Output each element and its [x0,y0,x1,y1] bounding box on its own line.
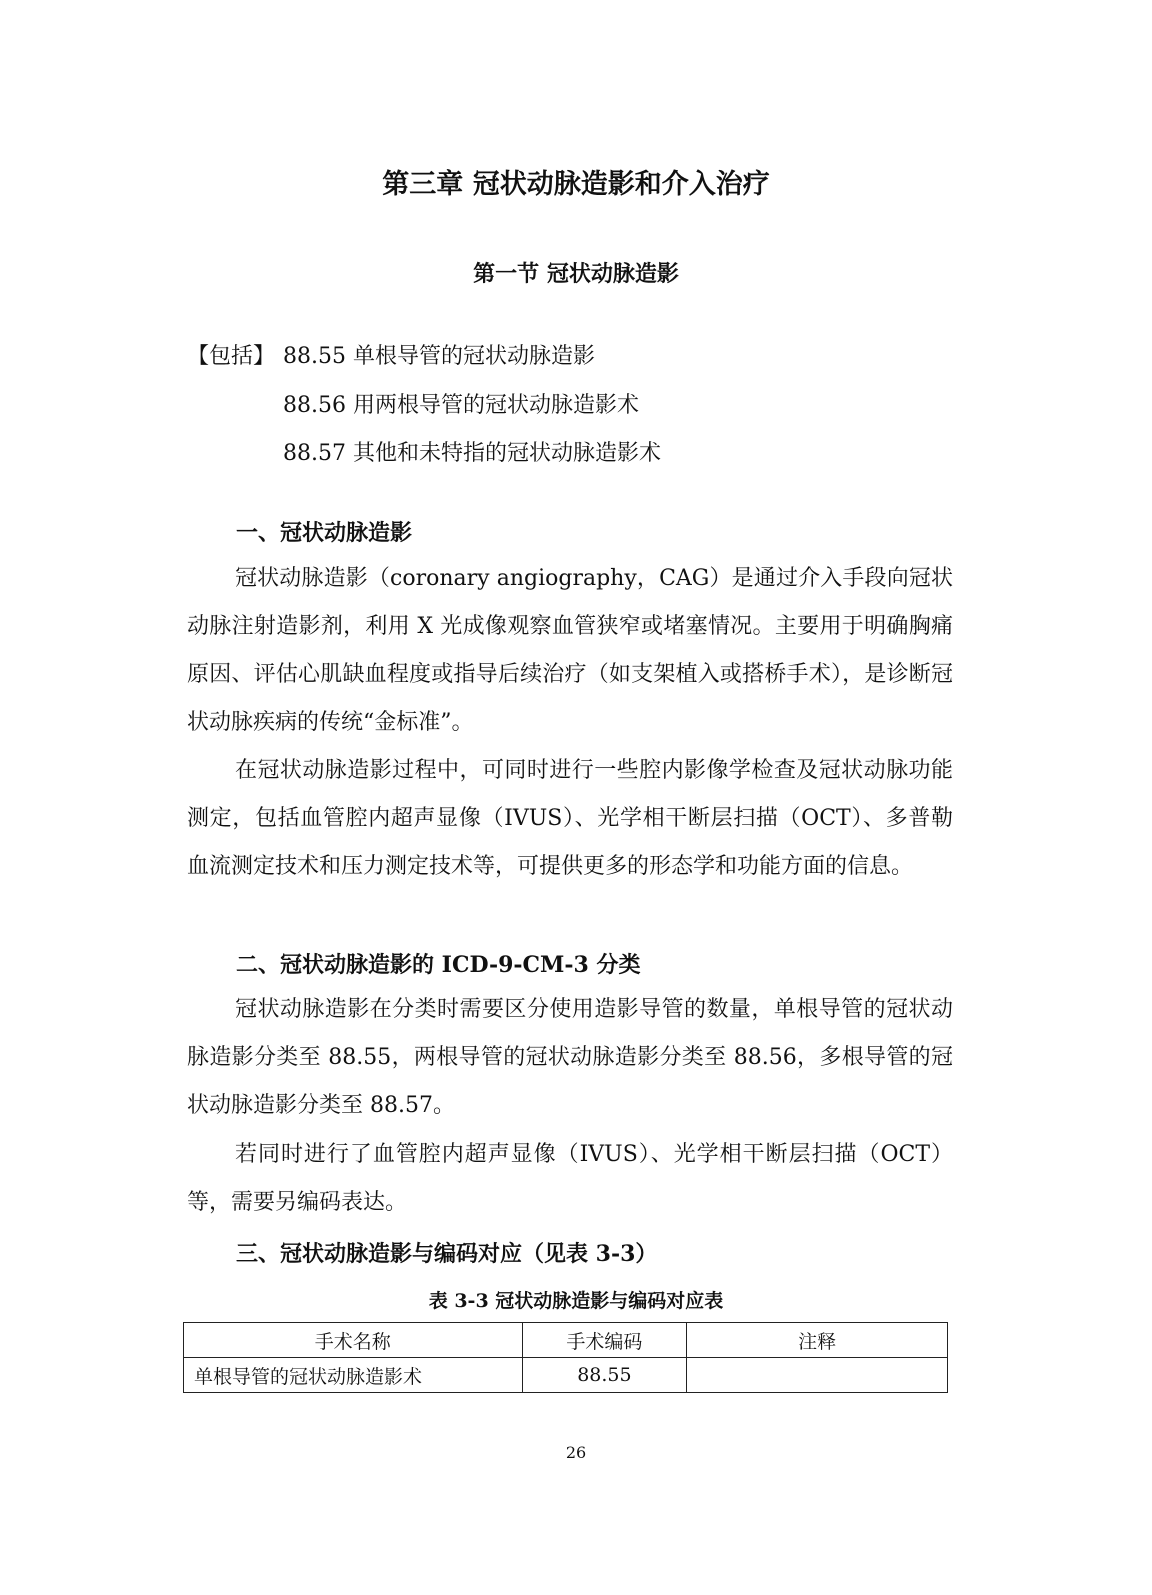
paragraph: 冠状动脉造影在分类时需要区分使用造影导管的数量，单根导管的冠状动脉造影分类至 88.55，两根导管的冠状动脉造影分类至 88.56，多根导管的冠状动脉造影分类至 88.57。 [187,997,953,1118]
paragraph: 在冠状动脉造影过程中，可同时进行一些腔内影像学检查及冠状动脉功能测定，包括血管腔内超声显像（IVUS）、光学相干断层扫描（OCT）、多普勒血流测定技术和压力测定技术等，可提供更多的形态学和功能方面的信息。 [187,758,953,879]
includes-label: 【包括】 [187,344,276,369]
table-header-cell: 手术编码 [522,1323,687,1358]
table-cell: 88.55 [522,1358,687,1393]
table-caption: 表 3-3 冠状动脉造影与编码对应表 [428,1290,724,1312]
chapter-title: 第三章 冠状动脉造影和介入治疗 [382,169,770,200]
section-heading: 三、冠状动脉造影与编码对应（见表 3-3） [236,1241,658,1267]
table-header-cell: 注释 [687,1323,948,1358]
section-title: 第一节 冠状动脉造影 [473,261,679,287]
page-number: 26 [565,1443,587,1462]
table-row [184,1358,948,1393]
table-cell [687,1358,948,1393]
code-table [183,1322,948,1393]
section-heading: 二、冠状动脉造影的 ICD-9-CM-3 分类 [236,952,641,978]
paragraph: 冠状动脉造影（coronary angiography，CAG）是通过介入手段向冠状动脉注射造影剂，利用 X 光成像观察血管狭窄或堵塞情况。主要用于明确胸痛原因、评估心肌缺血程度或指导后续治疗（如支架植入或搭桥手术），是诊断冠状动脉疾病的传统“金标准”。 [187,566,953,735]
table-cell: 单根导管的冠状动脉造影术 [184,1358,523,1393]
section-heading: 一、冠状动脉造影 [236,520,413,546]
table-header-row [184,1323,948,1358]
includes-item: 88.56 用两根导管的冠状动脉造影术 [283,393,639,418]
paragraph: 若同时进行了血管腔内超声显像（IVUS）、光学相干断层扫描（OCT）等，需要另编码表达。 [187,1142,953,1215]
includes-item: 88.57 其他和未特指的冠状动脉造影术 [283,441,661,466]
table-header-cell: 手术名称 [184,1323,523,1358]
includes-item: 88.55 单根导管的冠状动脉造影 [283,344,595,369]
